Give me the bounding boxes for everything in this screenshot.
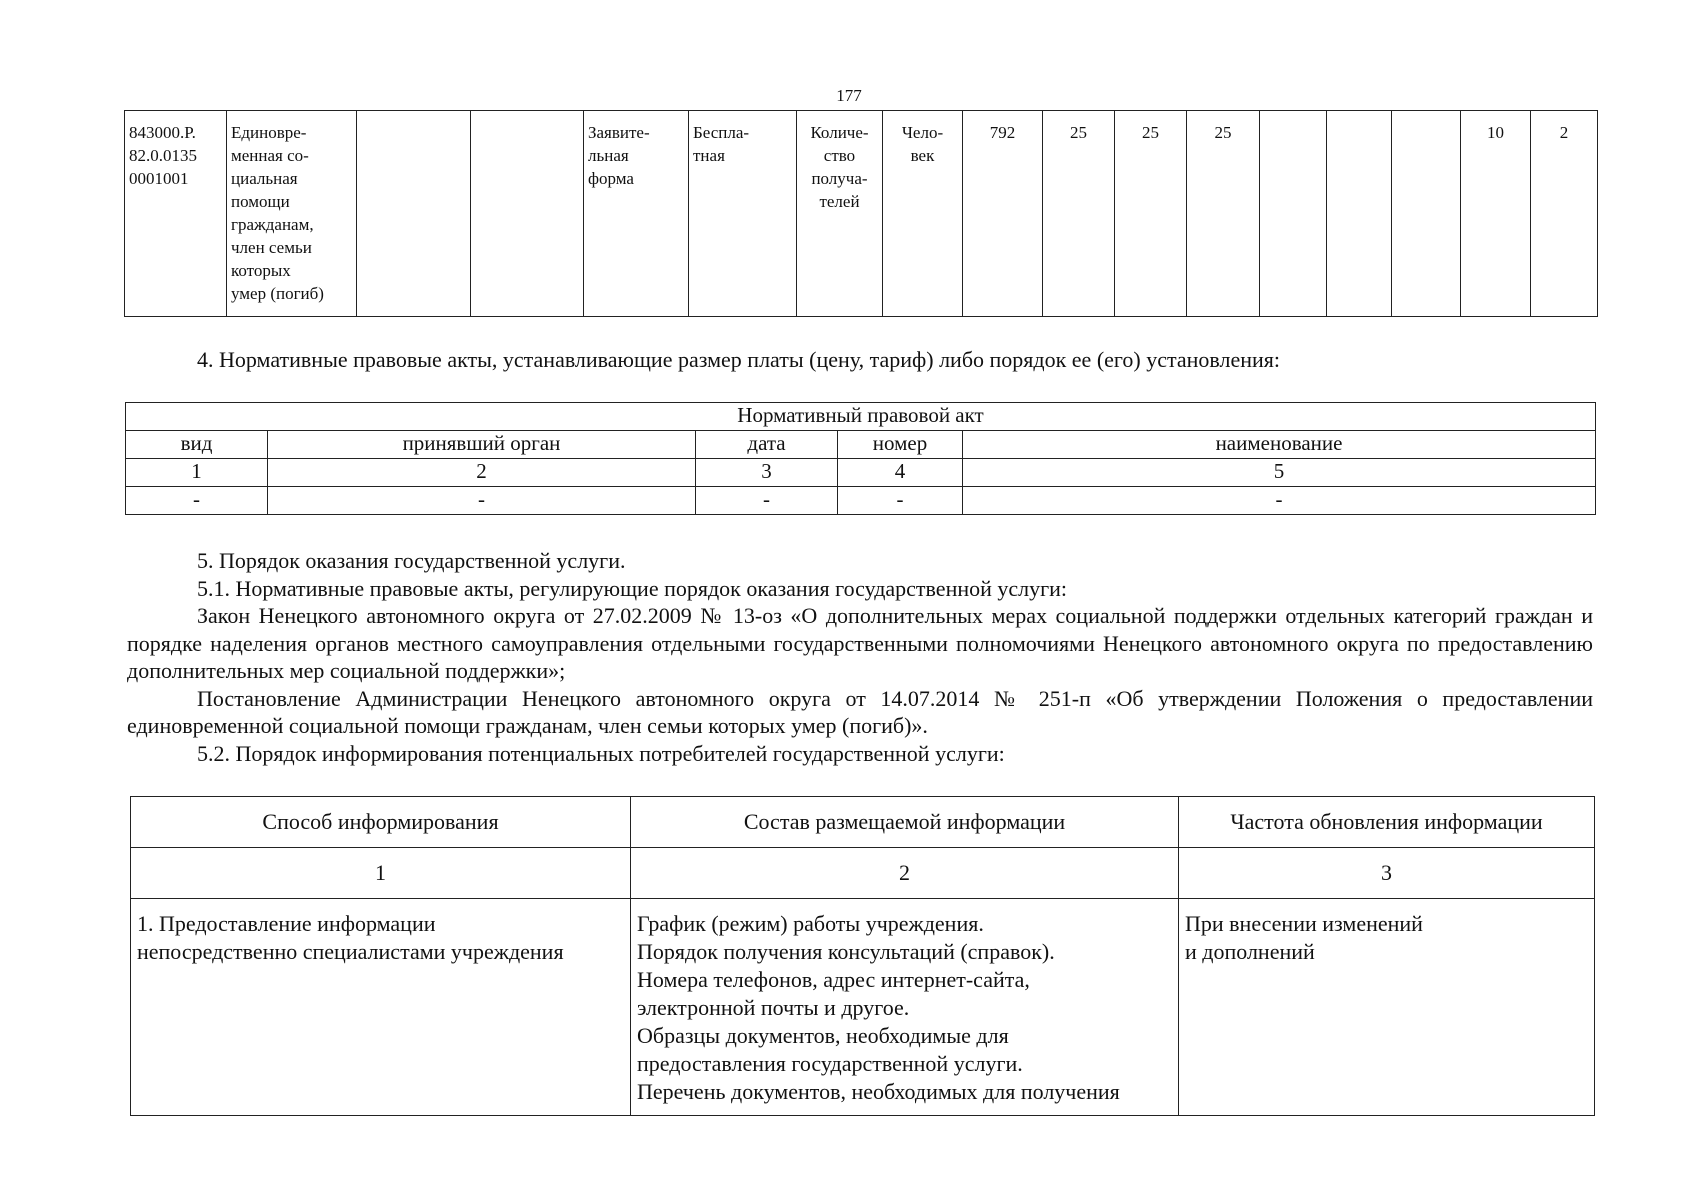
- table-cell: [1392, 111, 1461, 317]
- column-header: вид: [126, 431, 268, 459]
- column-header: наименование: [963, 431, 1596, 459]
- column-header: номер: [838, 431, 963, 459]
- section-5-heading: 5. Порядок оказания государственной услуги.: [197, 548, 626, 573]
- service-name-cell: Единовре- менная со- циальная помощи гражданам, член семьи которых умер (погиб): [227, 111, 357, 317]
- value-cell: 25: [1187, 111, 1260, 317]
- code-cell: 792: [963, 111, 1043, 317]
- column-header: Частота обновления информации: [1179, 797, 1595, 848]
- deviation-percent-cell: 10: [1461, 111, 1531, 317]
- section-5-2-heading: 5.2. Порядок информирования потенциальных потребителей государственной услуги:: [197, 740, 1005, 766]
- column-number: 5: [963, 459, 1596, 487]
- informing-method-cell: 1. Предоставление информации непосредственно специалистами учреждения: [131, 899, 631, 1116]
- table-cell: -: [268, 487, 696, 515]
- value-cell: 25: [1043, 111, 1115, 317]
- table-cell: [357, 111, 471, 317]
- table-number-row: [131, 848, 1595, 899]
- column-header: дата: [696, 431, 838, 459]
- column-number: 2: [268, 459, 696, 487]
- table-cell: -: [126, 487, 268, 515]
- service-volume-table: [124, 110, 1598, 317]
- update-frequency-cell: При внесении изменений и дополнений: [1179, 899, 1595, 1116]
- section-5-1-heading: 5.1. Нормативные правовые акты, регулирующие порядок оказания государственной услуги:: [197, 575, 1068, 601]
- column-number: 3: [696, 459, 838, 487]
- table-row: [125, 111, 1598, 317]
- table-header-row: [126, 431, 1596, 459]
- column-header: принявший орган: [268, 431, 696, 459]
- column-number: 4: [838, 459, 963, 487]
- registry-number-cell: 843000.Р. 82.0.0135 0001001: [125, 111, 227, 317]
- table-header-row: [131, 797, 1595, 848]
- column-number: 1: [131, 848, 631, 899]
- indicator-cell: Количе- ство получа- телей: [797, 111, 883, 317]
- table-cell: -: [838, 487, 963, 515]
- table-title-row: [126, 403, 1596, 431]
- decree-reference: Постановление Администрации Ненецкого автономного округа от 14.07.2014 № 251-п «Об утверждении Положения о предоставлении единовременной социальной помощи гражданам, член семьи которых умер (погиб)».: [127, 685, 1593, 738]
- column-header: Состав размещаемой информации: [631, 797, 1179, 848]
- table-number-row: [126, 459, 1596, 487]
- legal-acts-table: [125, 402, 1596, 515]
- deviation-abs-cell: 2: [1531, 111, 1598, 317]
- payment-cell: Беспла- тная: [689, 111, 797, 317]
- table-row: [131, 899, 1595, 1116]
- column-header: Способ информирования: [131, 797, 631, 848]
- table-cell: [1260, 111, 1327, 317]
- information-content-cell: График (режим) работы учреждения. Порядок получения консультаций (справок). Номера телефонов, адрес интернет-сайта, электронной почты и другое. Образцы документов, необходимые для предоставления государственной услуги. Перечень документов, необходимых для получения: [631, 899, 1179, 1116]
- table-row: [126, 487, 1596, 515]
- column-number: 1: [126, 459, 268, 487]
- table-cell: [1327, 111, 1392, 317]
- section-4-heading: 4. Нормативные правовые акты, устанавливающие размер платы (цену, тариф) либо порядок ее (его) установления:: [197, 347, 1281, 372]
- table-cell: -: [963, 487, 1596, 515]
- section-5: [127, 547, 1593, 767]
- column-number: 3: [1179, 848, 1595, 899]
- table-cell: [471, 111, 584, 317]
- law-reference: Закон Ненецкого автономного округа от 27.02.2009 № 13-оз «О дополнительных мерах социальной поддержки отдельных категорий граждан и порядке наделения органов местного самоуправления отдельными государственными полномочиями Ненецкого автономного округа по предоставлению дополнительных мер социальной поддержки»;: [127, 603, 1593, 683]
- table-title: Нормативный правовой акт: [126, 403, 1596, 431]
- unit-cell: Чело- век: [883, 111, 963, 317]
- value-cell: 25: [1115, 111, 1187, 317]
- table-cell: -: [696, 487, 838, 515]
- column-number: 2: [631, 848, 1179, 899]
- page-number: 177: [836, 86, 862, 105]
- form-cell: Заявите- льная форма: [584, 111, 689, 317]
- informing-table: [130, 796, 1595, 1116]
